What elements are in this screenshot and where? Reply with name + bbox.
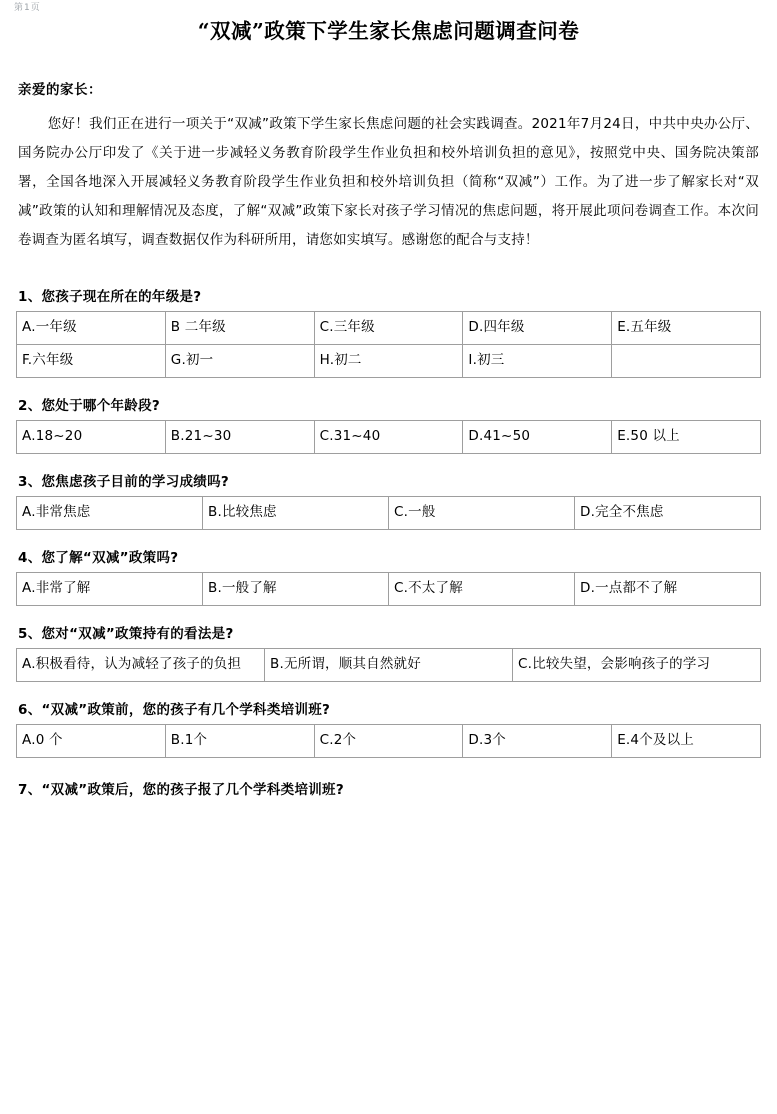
- option-cell[interactable]: A.一年级: [17, 312, 166, 345]
- option-cell[interactable]: E.4个及以上: [612, 725, 761, 758]
- option-cell[interactable]: A.0 个: [17, 725, 166, 758]
- option-cell[interactable]: F.六年级: [17, 345, 166, 378]
- table-row: [17, 421, 761, 454]
- question-title-1: 1、您孩子现在所在的年级是?: [18, 289, 202, 305]
- option-cell[interactable]: B.一般了解: [203, 573, 389, 606]
- question-block-2: [16, 394, 761, 454]
- document-content: [16, 14, 761, 804]
- question-block-4: [16, 546, 761, 606]
- option-cell[interactable]: D.3个: [463, 725, 612, 758]
- question-block-7: [16, 778, 761, 798]
- option-cell[interactable]: E.五年级: [612, 312, 761, 345]
- question-title-2: 2、您处于哪个年龄段?: [18, 398, 161, 414]
- option-cell-empty: [612, 345, 761, 378]
- table-row: [17, 573, 761, 606]
- question-options-table-6: [16, 724, 761, 758]
- option-cell[interactable]: D.四年级: [463, 312, 612, 345]
- option-cell[interactable]: D.41~50: [463, 421, 612, 454]
- question-title-3: 3、您焦虑孩子目前的学习成绩吗?: [18, 474, 230, 490]
- question-title-5: 5、您对“双减”政策持有的看法是?: [18, 626, 234, 642]
- option-cell[interactable]: B.21~30: [165, 421, 314, 454]
- question-block-3: [16, 470, 761, 530]
- option-cell[interactable]: A.非常焦虑: [17, 497, 203, 530]
- page-top-mark: 第1页: [14, 3, 41, 13]
- option-cell[interactable]: B.比较焦虑: [203, 497, 389, 530]
- option-cell[interactable]: G.初一: [165, 345, 314, 378]
- option-cell[interactable]: A.积极看待，认为减轻了孩子的负担: [17, 649, 265, 682]
- question-block-5: [16, 622, 761, 682]
- table-row: [17, 649, 761, 682]
- question-title-6: 6、“双减”政策前，您的孩子有几个学科类培训班?: [18, 702, 331, 718]
- option-cell[interactable]: C.不太了解: [389, 573, 575, 606]
- question-title-7: 7、“双减”政策后，您的孩子报了几个学科类培训班?: [18, 782, 344, 798]
- question-options-table-4: [16, 572, 761, 606]
- option-cell[interactable]: B 二年级: [165, 312, 314, 345]
- option-cell[interactable]: B.1个: [165, 725, 314, 758]
- option-cell[interactable]: C.31~40: [314, 421, 463, 454]
- question-block-6: [16, 698, 761, 758]
- question-options-table-5: [16, 648, 761, 682]
- question-options-table-1: [16, 311, 761, 378]
- option-cell[interactable]: H.初二: [314, 345, 463, 378]
- question-title-4: 4、您了解“双减”政策吗?: [18, 550, 179, 566]
- question-options-table-3: [16, 496, 761, 530]
- table-row: [17, 725, 761, 758]
- option-cell[interactable]: C.三年级: [314, 312, 463, 345]
- question-options-table-2: [16, 420, 761, 454]
- option-cell[interactable]: B.无所谓，顺其自然就好: [265, 649, 513, 682]
- table-row: [17, 345, 761, 378]
- salutation: 亲爱的家长：: [18, 82, 102, 98]
- option-cell[interactable]: A.非常了解: [17, 573, 203, 606]
- option-cell[interactable]: A.18~20: [17, 421, 166, 454]
- option-cell[interactable]: C.一般: [389, 497, 575, 530]
- page-title: “双减”政策下学生家长焦虑问题调查问卷: [197, 19, 580, 43]
- table-row: [17, 497, 761, 530]
- option-cell[interactable]: I.初三: [463, 345, 612, 378]
- table-row: [17, 312, 761, 345]
- option-cell[interactable]: C.比较失望，会影响孩子的学习: [513, 649, 761, 682]
- option-cell[interactable]: D.完全不焦虑: [575, 497, 761, 530]
- option-cell[interactable]: E.50 以上: [612, 421, 761, 454]
- intro-paragraph: 您好！我们正在进行一项关于“双减”政策下学生家长焦虑问题的社会实践调查。2021年7月24日，中共中央办公厅、国务院办公厅印发了《关于进一步减轻义务教育阶段学生作业负担和校外培训负担的意见》，按照党中央、国务院决策部署，全国各地深入开展减轻义务教育阶段学生作业负担和校外培训负担（简称“双减”）工作。为了进一步了解家长对“双减”政策的认知和理解情况及态度，了解“双减”政策下家长对孩子学习情况的焦虑问题，将开展此项问卷调查工作。本次问卷调查为匿名填写，调查数据仅作为科研所用，请您如实填写。感谢您的配合与支持！: [18, 116, 759, 248]
- option-cell[interactable]: C.2个: [314, 725, 463, 758]
- question-block-1: [16, 285, 761, 378]
- option-cell[interactable]: D.一点都不了解: [575, 573, 761, 606]
